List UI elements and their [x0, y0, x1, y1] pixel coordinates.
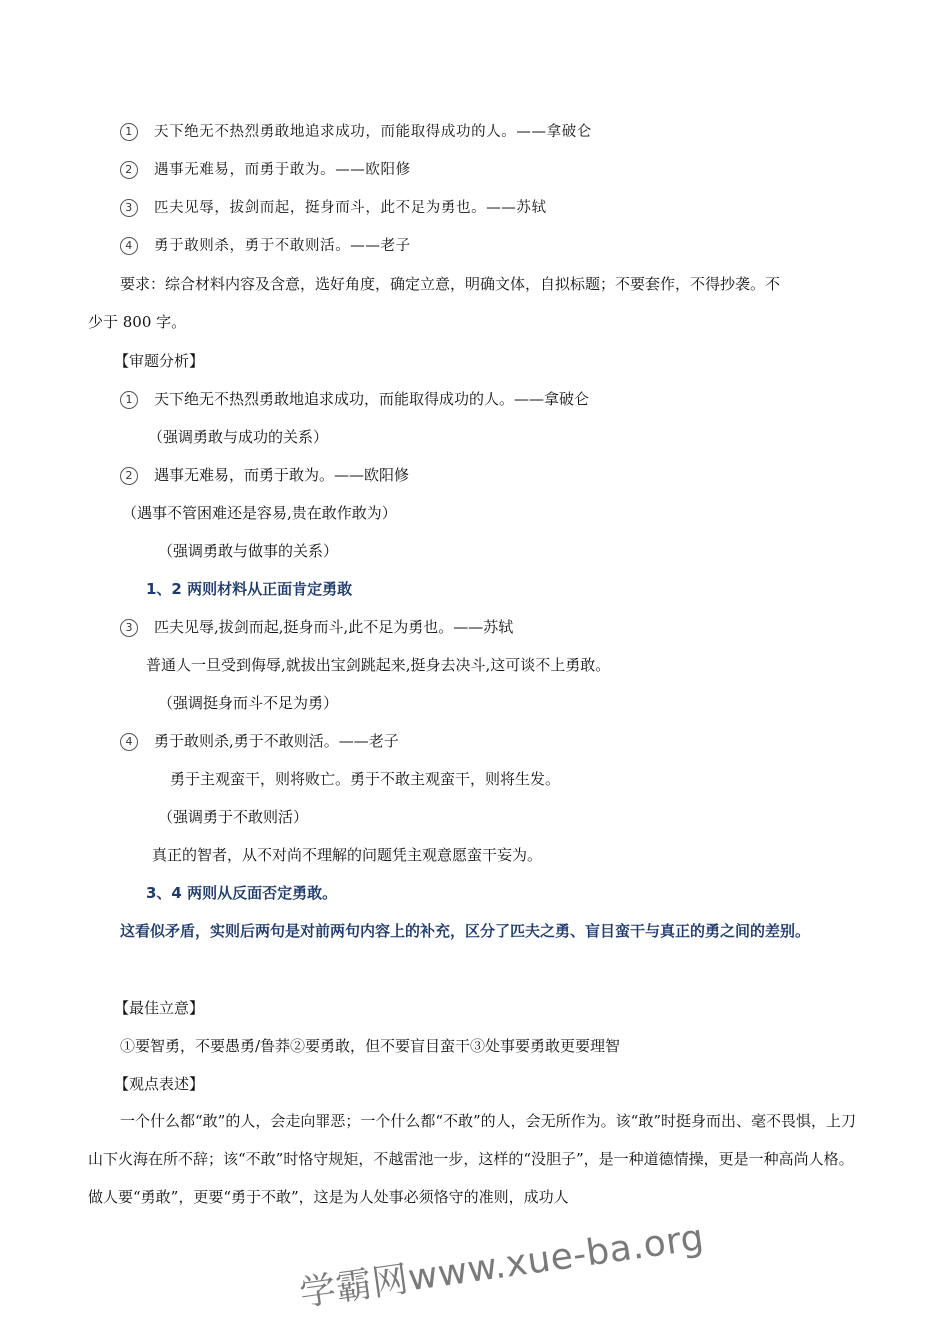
requirement-line-2: 少于 800 字。: [88, 313, 187, 331]
circled-number: 1: [120, 391, 138, 409]
analysis-explain-4: 勇于主观蛮干，则将败亡。勇于不敢主观蛮干，则将生发。: [170, 770, 561, 788]
summary-positive: 1、2 两则材料从正面肯定勇敢: [146, 580, 353, 598]
analysis-explain-2: （遇事不管困难还是容易,贵在敢作敢为）: [122, 504, 397, 522]
analysis-quote-1: 1 天下绝无不热烈勇敢地追求成功，而能取得成功的人。——拿破仑: [120, 389, 589, 409]
view-heading: 【观点表述】: [114, 1075, 205, 1093]
requirement-line-1: 要求：综合材料内容及含意，选好角度，确定立意，明确文体，自拟标题；不要套作，不得抄袭。不: [120, 275, 781, 293]
best-heading: 【最佳立意】: [114, 999, 205, 1017]
watermark: 学霸网www.xue-ba.org: [297, 1217, 707, 1315]
quote-3: 3 匹夫见辱，拔剑而起，挺身而斗，此不足为勇也。——苏轼: [120, 198, 547, 218]
circled-number: 3: [120, 619, 138, 637]
summary-negative: 3、4 两则从反面否定勇敢。: [146, 884, 338, 902]
analysis-quote-2: 2 遇事无难易，而勇于敢为。——欧阳修: [120, 465, 409, 485]
best-text: ①要智勇，不要愚勇/鲁莽②要勇敢，但不要盲目蛮干③处事要勇敢更要理智: [120, 1037, 621, 1055]
quote-2: 2 遇事无难易，而勇于敢为。——欧阳修: [120, 160, 411, 180]
analysis-explain-3: 普通人一旦受到侮辱,就拔出宝剑跳起来,挺身去决斗,这可谈不上勇敢。: [146, 656, 611, 674]
circled-number: 4: [120, 733, 138, 751]
analysis-quote-3: 3 匹夫见辱,拔剑而起,挺身而斗,此不足为勇也。——苏轼: [120, 617, 513, 637]
analysis-heading: 【审题分析】: [114, 352, 205, 370]
quote-1: 1 天下绝无不热烈勇敢地追求成功，而能取得成功的人。——拿破仑: [120, 122, 592, 142]
analysis-note-2: （强调勇敢与做事的关系）: [158, 542, 339, 560]
analysis-note-3: （强调挺身而斗不足为勇）: [158, 694, 339, 712]
conclusion-paragraph: 这看似矛盾，实则后两句是对前两句内容上的补充，区分了匹夫之勇、盲目蛮干与真正的勇之间的差别。: [120, 922, 811, 940]
circled-number: 2: [120, 467, 138, 485]
analysis-quote-4: 4 勇于敢则杀,勇于不敢则活。——老子: [120, 731, 399, 751]
analysis-note-4: （强调勇于不敢则活）: [158, 808, 309, 826]
circled-number: 2: [120, 161, 138, 179]
analysis-note-1: （强调勇敢与成功的关系）: [148, 428, 329, 446]
circled-number: 4: [120, 237, 138, 255]
quote-4: 4 勇于敢则杀，勇于不敢则活。——老子: [120, 236, 411, 256]
circled-number: 1: [120, 123, 138, 141]
circled-number: 3: [120, 199, 138, 217]
view-paragraph: 一个什么都“敢”的人，会走向罪恶；一个什么都“不敢”的人，会无所作为。该“敢”时挺身而出、毫不畏惧，上刀山下火海在所不辞；该“不敢”时恪守规矩，不越雷池一步，这样的“没胆子”，是一种道德情操，更是一种高尚人格。做人要“勇敢”，更要“勇于不敢”，这是为人处事必须恪守的准则，成功人: [88, 1112, 857, 1206]
analysis-extra-4: 真正的智者，从不对尚不理解的问题凭主观意愿蛮干妄为。: [152, 846, 543, 864]
